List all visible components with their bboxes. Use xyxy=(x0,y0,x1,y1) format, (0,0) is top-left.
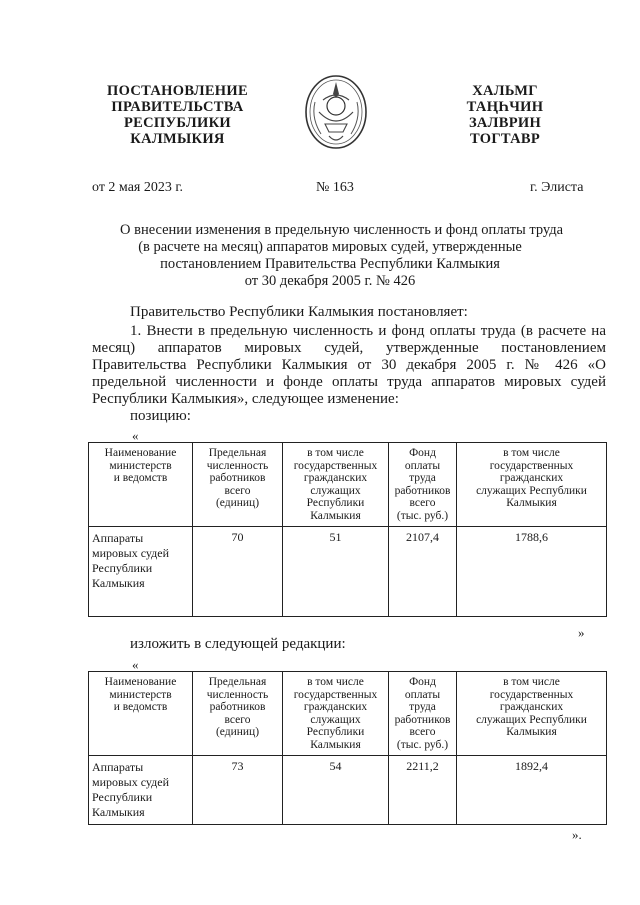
col-header-civil: в том числе государственных гражданских служащих Республики Калмыкия xyxy=(283,672,389,756)
table-header-row xyxy=(89,672,607,756)
cell-civil: 54 xyxy=(283,756,389,825)
close-quote: » xyxy=(578,625,585,640)
item-1-line: предельной численности и фонде оплаты труда аппаратов мировых судей xyxy=(92,374,606,390)
cell-fund-civil: 1788,6 xyxy=(457,527,607,617)
document-date: от 2 мая 2023 г. xyxy=(92,180,184,195)
coat-of-arms-emblem-icon xyxy=(303,72,369,152)
item-1-line: Правительства Республики Калмыкия от 30 декабря 2005 г. № 426 «О xyxy=(92,357,606,373)
header-right-line: ТАҢҺЧИН xyxy=(466,99,544,115)
cell-fund: 2107,4 xyxy=(389,527,457,617)
col-header-fund: Фонд оплаты труда работников всего (тыс. руб.) xyxy=(389,443,457,527)
header-left-line: ПРАВИТЕЛЬСТВА xyxy=(111,99,244,115)
title-line: (в расчете на месяц) аппаратов мировых судей, утвержденные xyxy=(138,239,522,255)
col-header-name: Наименование министерств и ведомств xyxy=(89,443,193,527)
header-left-title xyxy=(95,83,260,147)
header-left-line: ПОСТАНОВЛЕНИЕ xyxy=(107,83,248,99)
item-1-line: 1. Внести в предельную численность и фонд оплаты труда (в расчете на xyxy=(130,323,606,339)
close-quote: ». xyxy=(572,827,582,842)
cell-total: 73 xyxy=(193,756,283,825)
title-line: постановлением Правительства Республики Калмыкия xyxy=(160,256,500,272)
table-row xyxy=(89,527,607,617)
header-left-line: РЕСПУБЛИКИ xyxy=(123,115,232,131)
intro-text: Правительство Республики Калмыкия постановляет: xyxy=(130,304,468,320)
cell-fund: 2211,2 xyxy=(389,756,457,825)
cell-fund-civil: 1892,4 xyxy=(457,756,607,825)
open-quote: « xyxy=(132,657,139,672)
cell-name: Аппараты мировых судей Республики Калмыкия xyxy=(89,756,193,825)
col-header-civil: в том числе государственных гражданских служащих Республики Калмыкия xyxy=(283,443,389,527)
item-1-text xyxy=(92,323,606,408)
cell-civil: 51 xyxy=(283,527,389,617)
header-right-line: ХАЛЬМГ xyxy=(472,83,538,99)
cell-total: 70 xyxy=(193,527,283,617)
item-1-line: Республики Калмыкия», следующее изменение: xyxy=(92,391,399,407)
col-header-total: Предельная численность работников всего (единиц) xyxy=(193,672,283,756)
header-right-line: ТОГТАВР xyxy=(469,131,541,147)
position-label: позицию: xyxy=(130,408,191,424)
header-right-title xyxy=(455,83,555,147)
document-title xyxy=(120,222,564,290)
col-header-fund-civil: в том числе государственных гражданских служащих Республики Калмыкия xyxy=(457,443,607,527)
table-row xyxy=(89,756,607,825)
header-left-line: КАЛМЫКИЯ xyxy=(130,131,225,147)
table-header-row xyxy=(89,443,607,527)
item-1-line: месяц) аппаратов мировых судей, утвержденные постановлением xyxy=(92,340,606,356)
cell-name: Аппараты мировых судей Республики Калмыкия xyxy=(89,527,193,617)
open-quote: « xyxy=(132,428,139,443)
col-header-total: Предельная численность работников всего (единиц) xyxy=(193,443,283,527)
col-header-fund-civil: в том числе государственных гражданских служащих Республики Калмыкия xyxy=(457,672,607,756)
new-values-table xyxy=(88,671,607,825)
col-header-name: Наименование министерств и ведомств xyxy=(89,672,193,756)
header-right-line: ЗАЛВРИН xyxy=(468,115,542,131)
replace-phrase: изложить в следующей редакции: xyxy=(130,636,346,652)
old-values-table xyxy=(88,442,607,617)
document-number: № 163 xyxy=(316,180,354,195)
title-line: О внесении изменения в предельную численность и фонд оплаты труда xyxy=(120,222,564,238)
col-header-fund: Фонд оплаты труда работников всего (тыс. руб.) xyxy=(389,672,457,756)
title-line: от 30 декабря 2005 г. № 426 xyxy=(244,273,416,289)
document-city: г. Элиста xyxy=(530,180,584,195)
